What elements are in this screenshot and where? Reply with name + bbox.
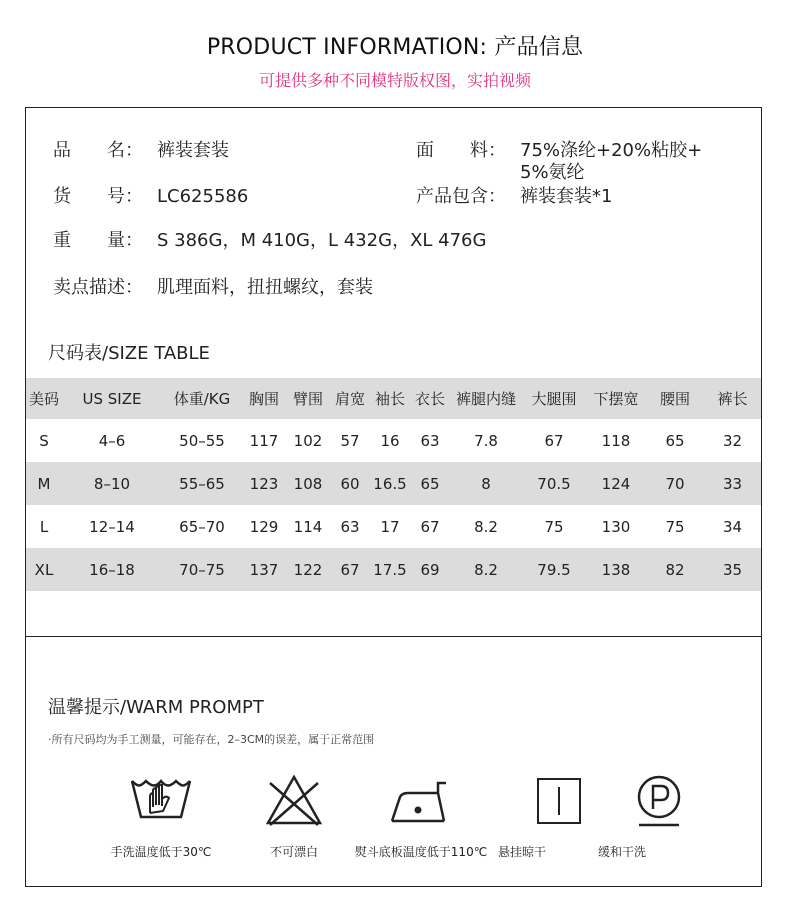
table-cell: 34 <box>722 517 743 536</box>
table-cell: 32 <box>722 431 743 450</box>
table-cell: 63 <box>340 517 360 536</box>
table-cell: 130 <box>601 517 631 536</box>
sku-value: LC625586 <box>157 186 249 207</box>
line-dry-label: 悬挂晾干 <box>497 845 546 859</box>
table-cell: 8.2 <box>474 517 498 536</box>
table-cell: 122 <box>286 548 330 591</box>
table-cell: 8–10 <box>62 462 162 505</box>
table-cell: 16 <box>380 431 400 450</box>
table-cell: 67 <box>544 431 564 450</box>
table-cell: M <box>26 462 62 505</box>
table-cell: 129 <box>249 517 279 536</box>
page-subtitle: 可提供多种不同模特版权图，实拍视频 <box>258 71 531 90</box>
size-col-header: 下摆宽 <box>586 378 646 419</box>
size-table-header <box>26 378 761 419</box>
name-label: 品 名： <box>53 140 143 161</box>
fabric-label: 面 料： <box>416 140 506 161</box>
table-cell: 82 <box>646 548 704 591</box>
table-cell: 69 <box>410 548 450 591</box>
size-col-header: 袖长 <box>370 378 410 419</box>
table-cell: 63 <box>420 431 440 450</box>
dry-clean-p-icon <box>594 773 724 833</box>
table-cell: 67 <box>420 517 440 536</box>
size-col-header: 胸围 <box>242 378 286 419</box>
table-cell: XL <box>26 548 62 591</box>
warm-prompt-title: 温馨提示/WARM PROMPT <box>48 697 264 718</box>
size-col-header: 大腿围 <box>522 378 586 419</box>
size-col-header: 臂围 <box>286 378 330 419</box>
size-table-body <box>26 419 761 591</box>
includes-label: 产品包含： <box>416 186 506 207</box>
page-title: PRODUCT INFORMATION: 产品信息 <box>206 35 584 60</box>
product-info-panel <box>25 107 762 637</box>
table-cell: 50–55 <box>179 431 225 450</box>
size-table <box>26 378 761 591</box>
fabric-value-line2: 5%氨纶 <box>520 162 585 183</box>
sku-label: 货 号： <box>53 186 143 207</box>
weight-label: 重 量： <box>53 230 143 251</box>
table-cell: 16.5 <box>370 462 410 505</box>
table-cell: 33 <box>704 462 761 505</box>
table-cell: 60 <box>330 462 370 505</box>
table-cell: 79.5 <box>522 548 586 591</box>
no-bleach-icon <box>229 773 359 829</box>
weight-value: S 386G，M 410G，L 432G，XL 476G <box>157 230 487 251</box>
info-fabric <box>416 140 702 162</box>
iron-low-icon <box>355 773 485 829</box>
size-col-header: 肩宽 <box>330 378 370 419</box>
table-cell: 65–70 <box>179 517 225 536</box>
table-cell: 123 <box>242 462 286 505</box>
table-cell: 118 <box>601 431 631 450</box>
table-cell: 65 <box>410 462 450 505</box>
hand-wash-label: 手洗温度低于30℃ <box>110 845 212 859</box>
table-cell: L <box>39 517 49 536</box>
table-cell: 102 <box>293 431 323 450</box>
size-table-title: 尺码表/SIZE TABLE <box>48 343 210 364</box>
info-selling-points <box>53 277 373 299</box>
table-cell: 8 <box>450 462 522 505</box>
table-cell: 75 <box>665 517 685 536</box>
table-row <box>26 548 761 591</box>
table-row <box>26 505 761 548</box>
size-col-header: 美码 <box>26 378 62 419</box>
table-cell: S <box>39 431 49 450</box>
table-cell: 137 <box>242 548 286 591</box>
iron-low-label: 熨斗底板温度低于110℃ <box>354 845 488 859</box>
dry-clean-label: 缓和干洗 <box>597 845 646 859</box>
selling-value: 肌理面料，扭扭螺纹，套装 <box>157 277 373 298</box>
size-col-header: 体重/KG <box>162 378 242 419</box>
table-cell: 16–18 <box>62 548 162 591</box>
table-cell: 4–6 <box>98 431 126 450</box>
size-col-header: 腰围 <box>646 378 704 419</box>
size-col-header: 衣长 <box>410 378 450 419</box>
warm-prompt-panel <box>25 637 762 887</box>
table-cell: 7.8 <box>474 431 498 450</box>
table-cell: 117 <box>249 431 279 450</box>
table-cell: 75 <box>544 517 564 536</box>
table-row <box>26 419 761 462</box>
info-sku <box>53 186 248 208</box>
hand-wash-icon <box>96 773 226 829</box>
includes-value: 裤装套装*1 <box>520 186 613 207</box>
no-bleach-label: 不可漂白 <box>269 845 318 859</box>
table-cell: 67 <box>330 548 370 591</box>
table-cell: 70 <box>646 462 704 505</box>
table-cell: 70–75 <box>162 548 242 591</box>
table-cell: 17.5 <box>370 548 410 591</box>
fabric-value-line1: 75%涤纶+20%粘胶+ <box>520 140 703 161</box>
table-cell: 57 <box>340 431 360 450</box>
table-cell: 138 <box>586 548 646 591</box>
table-cell: 65 <box>665 431 685 450</box>
table-cell: 55–65 <box>162 462 242 505</box>
measurement-note: ·所有尺码均为手工测量，可能存在，2–3CM的误差，属于正常范围 <box>48 733 375 746</box>
table-cell: 124 <box>586 462 646 505</box>
table-cell: 8.2 <box>450 548 522 591</box>
info-includes <box>416 186 612 208</box>
table-cell: 35 <box>704 548 761 591</box>
info-name <box>53 140 229 162</box>
table-row <box>26 462 761 505</box>
size-col-header: US SIZE <box>62 378 162 419</box>
info-weight <box>53 230 486 252</box>
table-cell: 108 <box>286 462 330 505</box>
size-col-header: 裤腿内缝 <box>450 378 522 419</box>
table-cell: 17 <box>380 517 400 536</box>
table-cell: 114 <box>293 517 323 536</box>
name-value: 裤装套装 <box>157 140 229 161</box>
table-cell: 12–14 <box>89 517 135 536</box>
table-cell: 70.5 <box>522 462 586 505</box>
size-col-header: 裤长 <box>704 378 761 419</box>
selling-label: 卖点描述： <box>53 277 143 298</box>
